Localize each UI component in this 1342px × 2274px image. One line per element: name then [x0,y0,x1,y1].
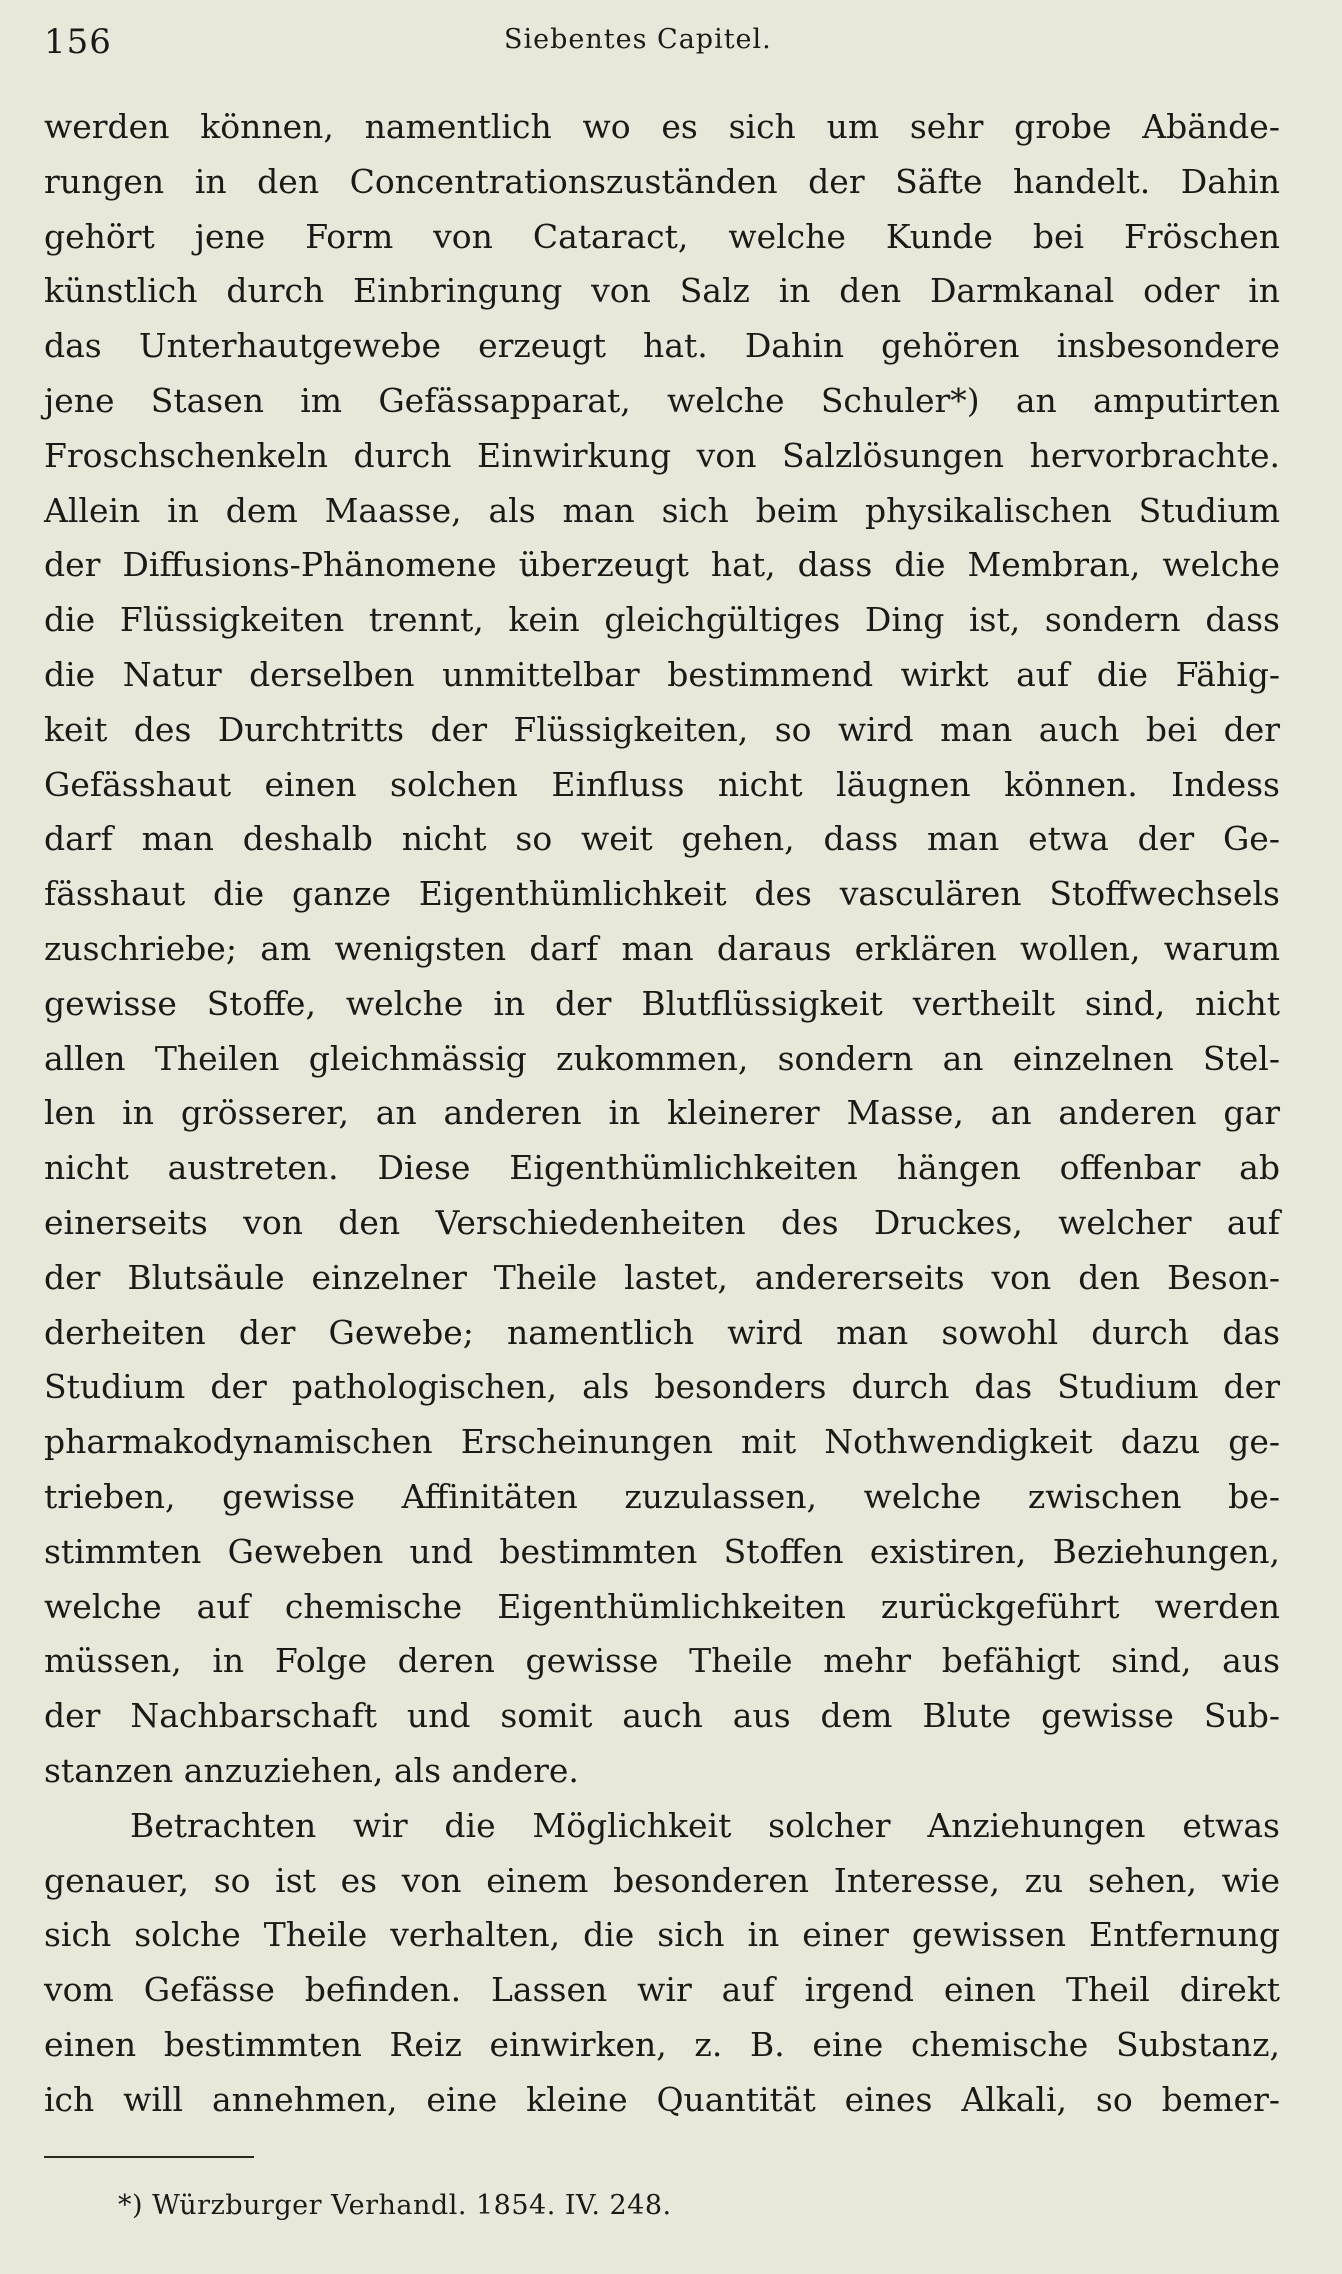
text-line: Froschschenkeln durch Einwirkung von Salzlösungen hervorbrachte. [44,435,1280,475]
text-line: derheiten der Gewebe; namentlich wird man sowohl durch das [44,1312,1280,1352]
footnote: *) Würzburger Verhandl. 1854. IV. 248. [118,2190,672,2221]
text-line: jene Stasen im Gefässapparat, welche Schuler*) an amputirten [44,380,1280,420]
text-line: pharmakodynamischen Erscheinungen mit Nothwendigkeit dazu ge- [44,1422,1280,1462]
text-line: Betrachten wir die Möglichkeit solcher Anziehungen etwas [130,1805,1280,1845]
text-line: zuschriebe; am wenigsten darf man daraus erklären wollen, warum [44,928,1280,968]
page-header [44,22,1302,72]
text-line: müssen, in Folge deren gewisse Theile mehr befähigt sind, aus [44,1641,1280,1681]
text-line: Studium der pathologischen, als besonders durch das Studium der [44,1367,1280,1407]
text-line: der Nachbarschaft und somit auch aus dem Blute gewisse Sub- [44,1696,1280,1736]
text-line: die Flüssigkeiten trennt, kein gleichgültiges Ding ist, sondern dass [44,600,1280,640]
text-line: stanzen anzuziehen, als andere. [44,1750,579,1790]
text-line: trieben, gewisse Affinitäten zuzulassen, welche zwischen be- [44,1476,1280,1516]
text-line: künstlich durch Einbringung von Salz in den Darmkanal oder in [44,271,1280,311]
text-line: rungen in den Concentrationszuständen der Säfte handelt. Dahin [44,161,1280,201]
text-line: ich will annehmen, eine kleine Quantität eines Alkali, so bemer- [44,2079,1280,2119]
text-line: Gefässhaut einen solchen Einfluss nicht läugnen können. Indess [44,764,1280,804]
text-line: gewisse Stoffe, welche in der Blutflüssigkeit vertheilt sind, nicht [44,983,1280,1023]
text-line: die Natur derselben unmittelbar bestimmend wirkt auf die Fähig- [44,654,1280,694]
text-line: einerseits von den Verschiedenheiten des Druckes, welcher auf [44,1202,1280,1242]
body-text [44,100,1280,2127]
text-line: welche auf chemische Eigenthümlichkeiten zurückgeführt werden [44,1586,1280,1626]
text-line: darf man deshalb nicht so weit gehen, dass man etwa der Ge- [44,819,1280,859]
text-line: nicht austreten. Diese Eigenthümlichkeiten hängen offenbar ab [44,1148,1280,1188]
text-line: len in grösserer, an anderen in kleinerer Masse, an anderen gar [44,1093,1280,1133]
paragraph [44,100,1280,1799]
text-line: einen bestimmten Reiz einwirken, z. B. eine chemische Substanz, [44,2024,1280,2064]
text-line: das Unterhautgewebe erzeugt hat. Dahin gehören insbesondere [44,326,1280,366]
text-line: genauer, so ist es von einem besonderen Interesse, zu sehen, wie [44,1860,1280,1900]
text-line: sich solche Theile verhalten, die sich in einer gewissen Entfernung [44,1915,1280,1955]
paragraph [44,1799,1280,2128]
text-line: keit des Durchtritts der Flüssigkeiten, so wird man auch bei der [44,709,1280,749]
text-line: gehört jene Form von Cataract, welche Kunde bei Fröschen [44,216,1280,256]
running-head: Siebentes Capitel. [504,24,772,55]
page-number: 156 [44,22,112,62]
text-line: vom Gefässe befinden. Lassen wir auf irgend einen Theil direkt [44,1970,1280,2010]
footnote-rule [44,2156,254,2158]
text-line: allen Theilen gleichmässig zukommen, sondern an einzelnen Stel- [44,1038,1280,1078]
text-line: der Diffusions-Phänomene überzeugt hat, dass die Membran, welche [44,545,1280,585]
text-line: fässhaut die ganze Eigenthümlichkeit des vasculären Stoffwechsels [44,874,1280,914]
text-line: werden können, namentlich wo es sich um sehr grobe Abände- [44,107,1280,146]
text-line: der Blutsäule einzelner Theile lastet, andererseits von den Beson- [44,1257,1280,1297]
text-line: Allein in dem Maasse, als man sich beim physikalischen Studium [44,490,1280,530]
text-line: stimmten Geweben und bestimmten Stoffen existiren, Beziehungen, [44,1531,1280,1571]
